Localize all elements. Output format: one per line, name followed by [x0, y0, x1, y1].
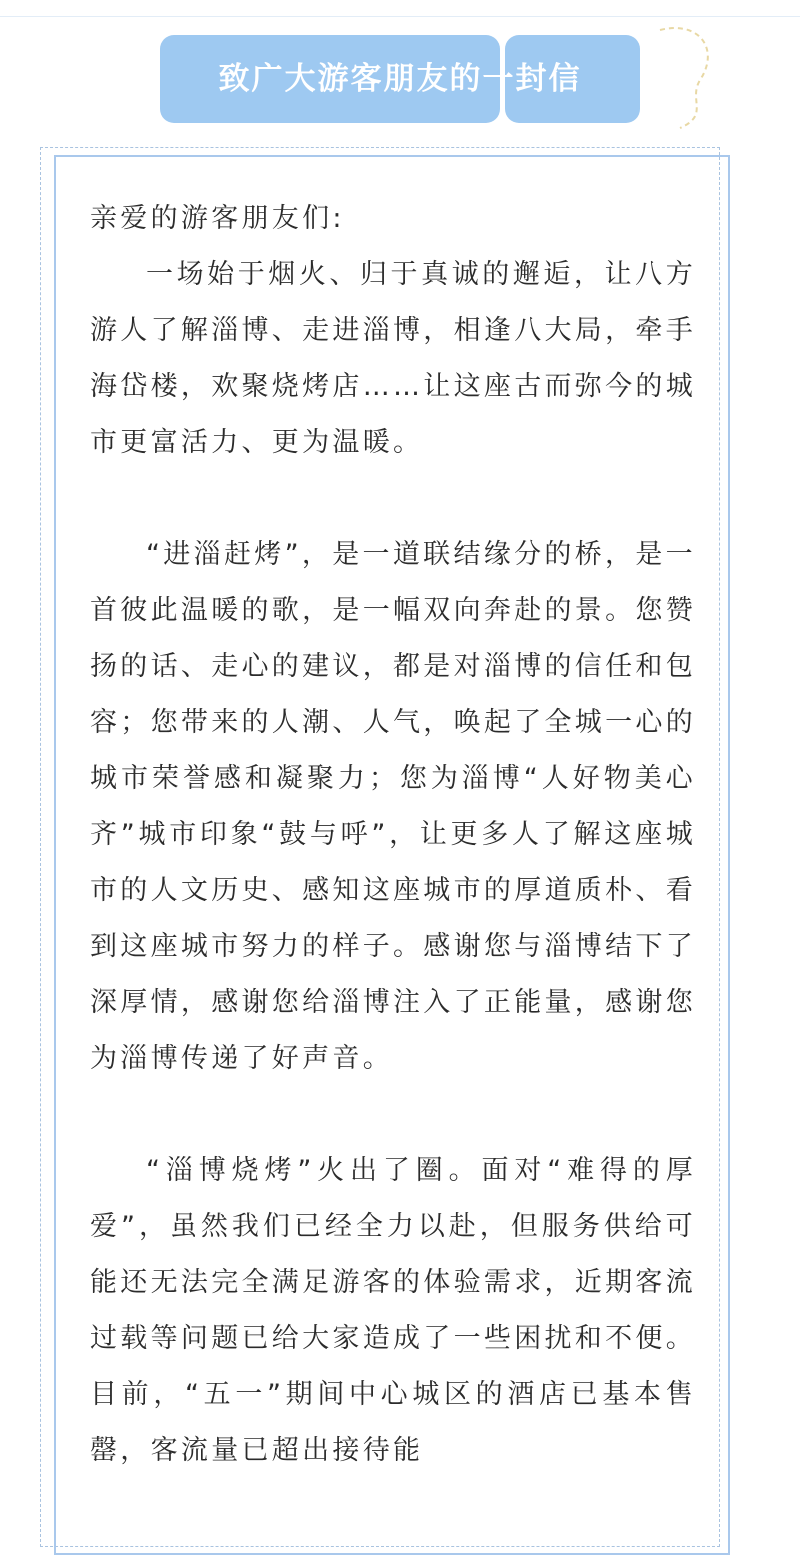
- page-title: 致广大游客朋友的一封信: [218, 61, 582, 97]
- letter-paragraph-2: “进淄赶烤”，是一道联结缘分的桥，是一首彼此温暖的歌，是一幅双向奔赴的景。您赞扬的话、走心的建议，都是对淄博的信任和包容；您带来的人潮、人气，唤起了全城一心的城市荣誉感和凝聚力；您为淄博“人好物美心齐”城市印象“鼓与呼”，让更多人了解这座城市的人文历史、感知这座城市的厚道质朴、看到这座城市努力的样子。感谢您与淄博结下了深厚情，感谢您给淄博注入了正能量，感谢您为淄博传递了好声音。: [90, 539, 696, 1074]
- dashed-curve-ornament-icon: [640, 10, 730, 130]
- letter-paragraph-1: 一场始于烟火、归于真诚的邂逅，让八方游人了解淄博、走进淄博，相逢八大局，牵手海岱楼，欢聚烧烤店……让这座古而弥今的城市更富活力、更为温暖。: [90, 259, 696, 458]
- letter-paragraph-3: “淄博烧烤”火出了圈。面对“难得的厚爱”，虽然我们已经全力以赴，但服务供给可能还无法完全满足游客的体验需求，近期客流过载等问题已给大家造成了一些困扰和不便。目前，“五一”期间中心城区的酒店已基本售罄，客流量已超出接待能: [90, 1155, 696, 1466]
- title-banner: [160, 33, 640, 125]
- letter-greeting: 亲爱的游客朋友们:: [90, 203, 345, 234]
- letter-body: [90, 191, 696, 1479]
